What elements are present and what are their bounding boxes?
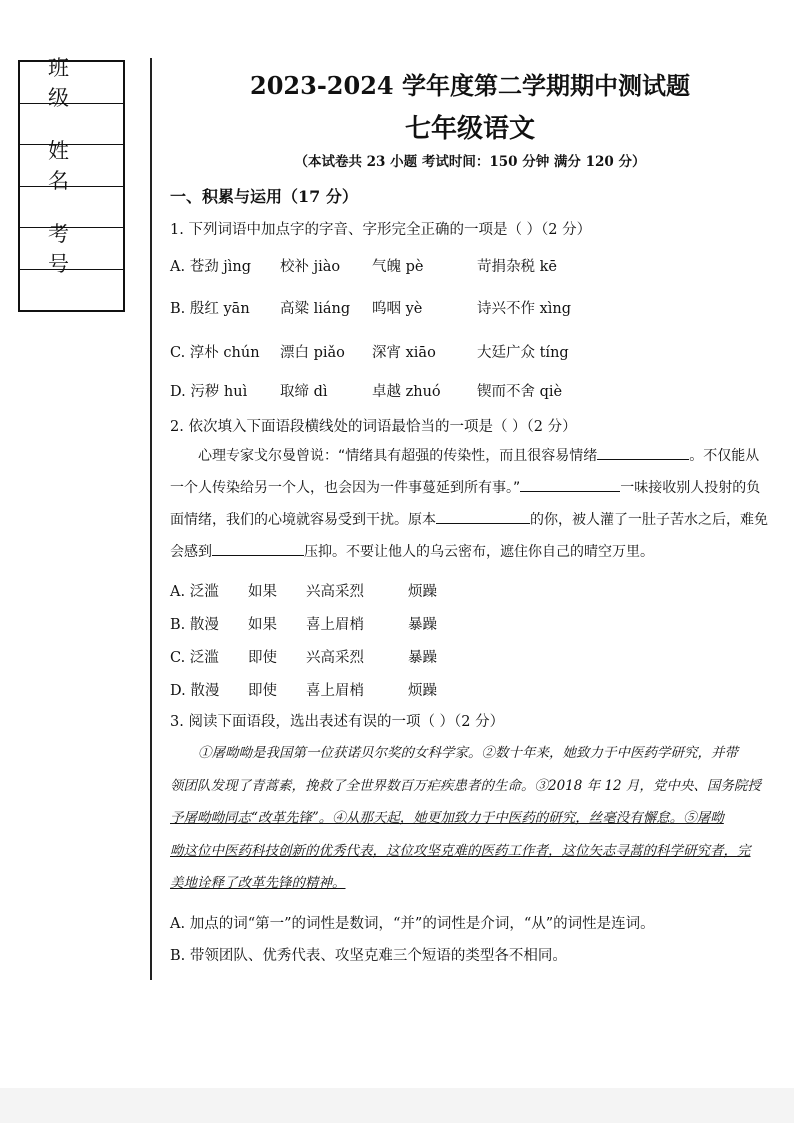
option-text: 苛捐杂税 kē xyxy=(477,259,557,275)
fill-blank[interactable] xyxy=(520,477,620,492)
scan-margin xyxy=(0,1088,794,1123)
passage-line: 呦这位中医药科技创新的优秀代表，这位攻坚克难的医药工作者，这位矢志寻蒿的科学研究者，完 xyxy=(170,842,751,859)
exam-subject: 七年级语文 xyxy=(404,114,535,144)
question-1-option-b xyxy=(170,297,571,318)
question-2-option-a xyxy=(170,580,437,601)
passage-text: 。不仅能从 xyxy=(689,448,760,464)
question-3-stem: 3. 阅读下面语段，选出表述有误的一项（ ）（2 分） xyxy=(170,714,505,730)
question-3-option-a: A. 加点的词“第一”的词性是数词，“并”的词性是介词，“从”的词性是连词。 xyxy=(170,916,655,932)
option-text: B. 散漫 xyxy=(170,617,219,633)
passage-text: 心理专家戈尔曼曾说：“情绪具有超强的传染性，而且很容易情绪 xyxy=(198,448,598,464)
option-text: 高粱 liáng xyxy=(280,301,351,317)
option-text: A. 苍劲 jìng xyxy=(170,259,252,275)
option-text: D. 散漫 xyxy=(170,683,220,699)
fill-blank[interactable] xyxy=(212,541,304,556)
option-text: 喜上眉梢 xyxy=(306,617,364,633)
option-text: A. 泛滥 xyxy=(170,584,219,600)
exam-title: 2023-2024 学年度第二学期期中测试题 xyxy=(250,71,690,100)
exam-info: （本试卷共 23 小题 考试时间：150 分钟 满分 120 分） xyxy=(294,154,646,170)
option-text: 校补 jiào xyxy=(280,259,341,275)
question-1-option-d xyxy=(170,380,562,401)
option-text: 暴躁 xyxy=(408,617,437,633)
passage-line: ①屠呦呦是我国第一位获诺贝尔奖的女科学家。②数十年来，她致力于中医药学研究，并带 xyxy=(198,745,738,761)
option-text: 兴高采烈 xyxy=(306,584,364,600)
option-text: B. 殷红 yān xyxy=(170,301,250,317)
passage-text: 压抑。不要让他人的乌云密布，遮住你自己的晴空万里。 xyxy=(304,544,654,560)
passage-text: 面情绪，我们的心境就容易受到干扰。原本 xyxy=(170,512,436,528)
option-text: 深宵 xiāo xyxy=(372,345,436,361)
question-1-option-a xyxy=(170,255,557,276)
option-text: 即使 xyxy=(248,650,277,666)
option-text: D. 污秽 huì xyxy=(170,384,248,400)
question-3-passage xyxy=(170,737,770,900)
option-text: 卓越 zhuó xyxy=(372,384,441,400)
option-text: 暴躁 xyxy=(408,650,437,666)
option-text: 烦躁 xyxy=(408,683,437,699)
passage-text: 会感到 xyxy=(170,544,212,560)
option-text: 如果 xyxy=(248,617,277,633)
option-text: 喜上眉梢 xyxy=(306,683,364,699)
option-text: 如果 xyxy=(248,584,277,600)
student-info-box xyxy=(18,56,125,312)
exam-number-label: 考 号 xyxy=(20,228,123,270)
passage-text: 一个人传染给另一个人，也会因为一件事蔓延到所有事。” xyxy=(170,480,521,496)
option-text: C. 淳朴 chún xyxy=(170,345,260,361)
option-text: 取缔 dì xyxy=(280,384,328,400)
option-text: 漂白 piǎo xyxy=(280,345,345,361)
option-text: 即使 xyxy=(248,683,277,699)
option-text: 呜咽 yè xyxy=(372,301,423,317)
name-label: 姓 名 xyxy=(20,145,123,187)
option-text: C. 泛滥 xyxy=(170,650,219,666)
section-heading: 一、积累与运用（17 分） xyxy=(170,187,358,206)
fill-blank[interactable] xyxy=(436,509,530,524)
question-2-option-d xyxy=(170,679,437,700)
option-text: 诗兴不作 xìng xyxy=(477,301,572,317)
option-text: 兴高采烈 xyxy=(306,650,364,666)
question-1-option-c xyxy=(170,341,569,362)
question-3-option-b: B. 带领团队、优秀代表、攻坚克难三个短语的类型各不相同。 xyxy=(170,948,567,964)
question-2-option-b xyxy=(170,613,437,634)
binding-line xyxy=(150,58,152,980)
option-text: 锲而不舍 qiè xyxy=(477,384,563,400)
class-label: 班 级 xyxy=(20,62,123,104)
option-text: 烦躁 xyxy=(408,584,437,600)
fill-blank[interactable] xyxy=(597,445,689,460)
question-2-option-c xyxy=(170,646,437,667)
passage-line: 美地诠释了改革先锋的精神。 xyxy=(170,875,346,891)
question-1-stem: 1. 下列词语中加点字的字音、字形完全正确的一项是（ ）（2 分） xyxy=(170,222,592,238)
option-text: 大廷广众 tíng xyxy=(477,345,569,361)
passage-line: 领团队发现了青蒿素，挽救了全世界数百万疟疾患者的生命。③2018 年 12 月，党中央、国务院授 xyxy=(170,777,761,794)
passage-text: 一味接收别人投射的负 xyxy=(620,480,761,496)
passage-text: 的你，被人灌了一肚子苦水之后，难免 xyxy=(530,512,768,528)
question-2-passage xyxy=(170,440,770,568)
option-text: 气魄 pè xyxy=(372,259,424,275)
passage-line: 予屠呦呦同志“改革先锋”。④从那天起，她更加致力于中医药的研究，丝毫没有懈怠。⑤屠呦 xyxy=(170,810,724,826)
question-2-stem: 2. 依次填入下面语段横线处的词语最恰当的一项是（ ）（2 分） xyxy=(170,419,577,435)
